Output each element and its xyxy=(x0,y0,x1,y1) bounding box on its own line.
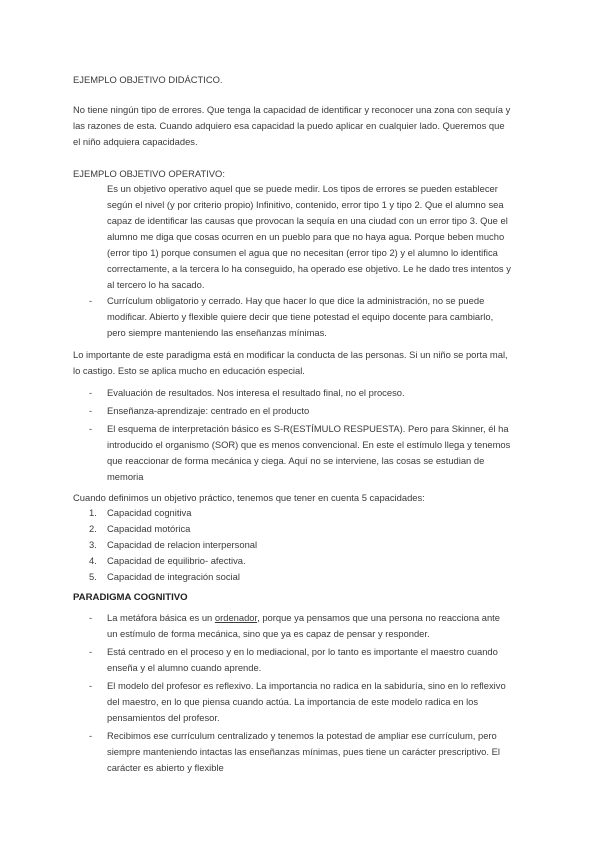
text-line: Recibimos ese currículum centralizado y tenemos la potestad de ampliar ese currículum, pero xyxy=(107,730,497,741)
text-line: memoria xyxy=(107,471,144,482)
list-number: 4. xyxy=(89,555,97,566)
list-item-text: Capacidad de relacion interpersonal xyxy=(107,539,258,550)
heading-paradigma-cognitivo: PARADIGMA COGNITIVO xyxy=(73,592,188,603)
paragraph-paradigma xyxy=(73,347,533,379)
text-line xyxy=(107,610,533,626)
text-line: un estímulo de forma mecánica, sino que ya es capaz de pensar y responder. xyxy=(107,628,430,639)
text-line: Está centrado en el proceso y en lo mediacional, por lo tanto es importante el maestro cuando xyxy=(107,646,498,657)
text-line: carácter es abierto y flexible xyxy=(107,762,224,773)
paragraph-didactico xyxy=(73,102,533,150)
text-line: modificar. Abierto y flexible quiere decir que tiene potestad el equipo docente para cambiarlo, xyxy=(107,311,494,322)
bullet-dash: - xyxy=(89,387,93,398)
text-line: siempre manteniendo intactas las enseñanzas mínimas, pues tiene un carácter prescriptivo. El xyxy=(107,746,500,757)
text-segment: La metáfora básica es un xyxy=(107,612,215,623)
heading-objetivo-didactico: EJEMPLO OBJETIVO DIDÁCTICO. xyxy=(73,74,223,85)
bullet-dash: - xyxy=(89,680,93,691)
bullet-list-cognitivo xyxy=(73,610,533,778)
list-item xyxy=(73,421,533,485)
list-number: 5. xyxy=(89,571,97,582)
list-item xyxy=(73,403,533,419)
bullet-dash: - xyxy=(89,423,93,434)
text-line: el niño adquiera capacidades. xyxy=(73,136,198,147)
list-item xyxy=(73,505,533,521)
text-line: Lo importante de este paradigma está en modificar la conducta de las personas. Si un niño se porta mal, xyxy=(73,349,508,360)
list-item-text: Capacidad de integración social xyxy=(107,571,240,582)
text-line: pensamientos del profesor. xyxy=(107,712,220,723)
bullet-dash: - xyxy=(89,646,93,657)
bullet-dash: - xyxy=(89,405,93,416)
text-line: El modelo del profesor es reflexivo. La importancia no radica en la sabiduría, sino en lo reflexivo xyxy=(107,680,506,691)
text-line: que reaccionar de forma mecánica y ciega. Aquí no se interviene, las cosas se estudian de xyxy=(107,455,485,466)
list-item-text: Capacidad de equilibrio- afectiva. xyxy=(107,555,246,566)
text-line: No tiene ningún tipo de errores. Que tenga la capacidad de identificar y reconocer una zona con sequía y xyxy=(73,104,511,115)
text-line: enseña y el alumno cuando aprende. xyxy=(107,662,262,673)
text-line: según el nivel (y por criterio propio) Infinitivo, contenido, error tipo 1 y tipo 2. Que el alumno sea xyxy=(107,199,504,210)
list-number: 2. xyxy=(89,523,97,534)
text-line: Evaluación de resultados. Nos interesa el resultado final, no el proceso. xyxy=(107,387,405,398)
text-line: Enseñanza-aprendizaje: centrado en el producto xyxy=(107,405,310,416)
list-item xyxy=(73,569,533,585)
text-line: El esquema de interpretación básico es S-R(ESTÍMULO RESPUESTA). Pero para Skinner, él ha xyxy=(107,423,509,434)
bullet-list-conductual xyxy=(73,385,533,487)
text-line: alumno me diga que cosas ocurren en un pueblo para que no haya agua. Porque beben mucho xyxy=(107,231,505,242)
list-item xyxy=(73,678,533,726)
list-item xyxy=(73,537,533,553)
bullet-dash: - xyxy=(89,730,93,741)
numbered-list-capacidades xyxy=(73,505,533,585)
list-item-text: Capacidad motórica xyxy=(107,523,191,534)
list-item xyxy=(73,385,533,401)
text-line: Es un objetivo operativo aquel que se puede medir. Los tipos de errores se pueden establecer xyxy=(107,183,498,194)
list-item xyxy=(73,728,533,776)
text-line: lo castigo. Esto se aplica mucho en educación especial. xyxy=(73,365,305,376)
text-line: Currículum obligatorio y cerrado. Hay que hacer lo que dice la administración, no se puede xyxy=(107,295,485,306)
list-item xyxy=(73,610,533,642)
text-line: pero siempre manteniendo las enseñanzas mínimas. xyxy=(107,327,327,338)
list-item xyxy=(73,644,533,676)
bullet-dash: - xyxy=(89,612,93,623)
underlined-word: ordenador xyxy=(214,612,258,623)
heading-objetivo-operativo: EJEMPLO OBJETIVO OPERATIVO: xyxy=(73,168,225,179)
text-line: del maestro, en lo que piensa cuando actúa. La importancia de este modelo radica en los xyxy=(107,696,479,707)
text-line: Cuando definimos un objetivo práctico, tenemos que tener en cuenta 5 capacidades: xyxy=(73,492,425,503)
list-item xyxy=(73,293,533,341)
list-number: 1. xyxy=(89,507,97,518)
text-line: (error tipo 1) porque consumen el agua que no necesitan (error tipo 2) y el alumno lo identifica xyxy=(107,247,498,258)
text-line: capaz de identificar las causas que provocan la sequía en una ciudad con un error tipo 3. Que el xyxy=(107,215,508,226)
text-line: introducido el organismo (SOR) que es menos convencional. En este el estímulo llega y tenemos xyxy=(107,439,511,450)
list-item xyxy=(73,553,533,569)
paragraph-operativo xyxy=(107,181,533,293)
text-line: correctamente, a la tercera lo ha conseguido, ha operado ese objetivo. Le he dado tres intentos y xyxy=(107,263,511,274)
list-number: 3. xyxy=(89,539,97,550)
list-item xyxy=(73,521,533,537)
list-item-text: Capacidad cognitiva xyxy=(107,507,192,518)
bullet-dash: - xyxy=(89,295,93,306)
bullet-list-curriculum xyxy=(73,293,533,343)
text-line: al tercero lo ha sacado. xyxy=(107,279,205,290)
paragraph-capacidades-intro xyxy=(73,490,533,506)
text-segment: , porque ya pensamos que una persona no reacciona ante xyxy=(257,612,501,623)
text-line: las razones de esta. Cuando adquiero esa capacidad la puedo aplicar en cualquier lado. Queremos que xyxy=(73,120,505,131)
